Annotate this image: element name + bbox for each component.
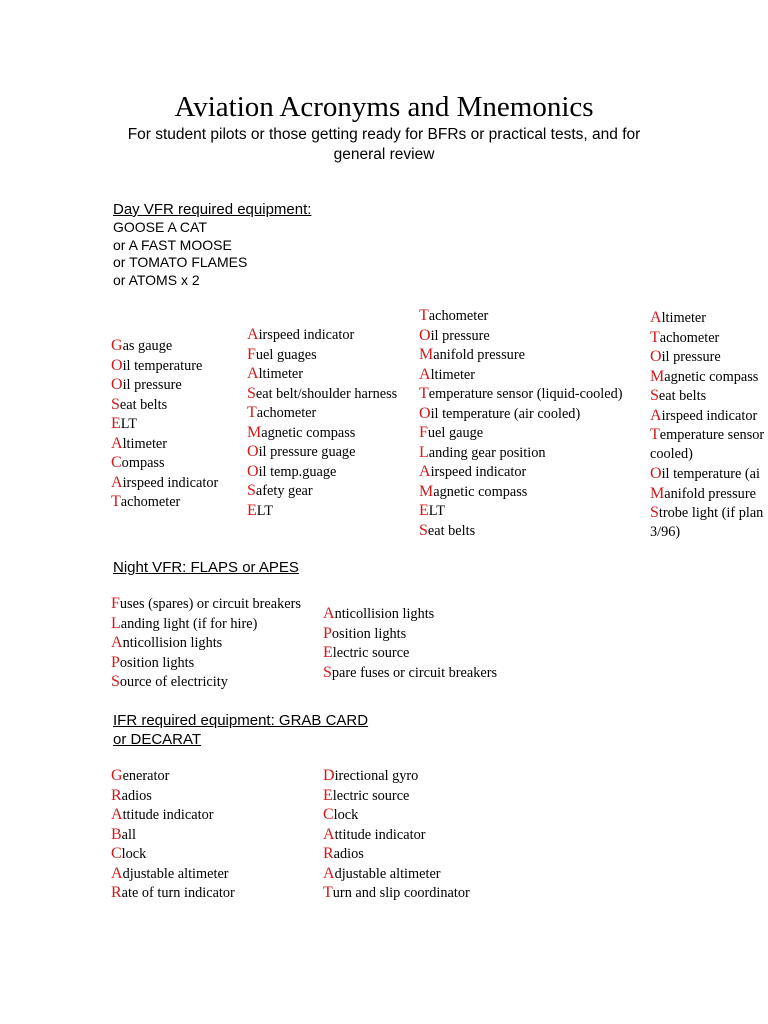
- mnemonic-initial: F: [111, 595, 120, 612]
- mnemonic-item: [111, 336, 218, 356]
- mnemonic-initial: P: [323, 624, 332, 642]
- mnemonic-text: agnetic compass: [664, 368, 759, 385]
- mnemonic-text: adios: [333, 846, 364, 862]
- mnemonic-initial: G: [111, 337, 123, 354]
- mnemonic-initial: S: [111, 673, 120, 690]
- mnemonic-item: [111, 356, 218, 376]
- mnemonic-item: [111, 825, 235, 845]
- mnemonic-item: [247, 442, 397, 462]
- mnemonic-initial: C: [111, 454, 122, 471]
- mnemonic-item: [247, 481, 397, 501]
- mnemonic-initial: D: [323, 767, 335, 784]
- mnemonic-text: nticollision lights: [334, 606, 435, 622]
- mnemonic-item: [111, 473, 218, 493]
- mnemonic-item: [419, 443, 623, 463]
- mnemonic-item: [419, 345, 623, 365]
- mnemonic-item: [247, 423, 397, 443]
- mnemonic-initial: E: [247, 501, 257, 519]
- mnemonic-initial: M: [419, 482, 434, 500]
- mnemonic-text: il pressure: [430, 327, 490, 344]
- mnemonic-text: urn and slip coordinator: [332, 885, 470, 901]
- ifr-heading: or DECARAT: [113, 731, 202, 748]
- mnemonic-initial: G: [111, 767, 123, 784]
- mnemonic-initial: O: [419, 326, 431, 344]
- night-vfr-col-apes: [323, 604, 497, 682]
- mnemonic-item: [650, 503, 768, 523]
- day-vfr-col-atoms-x2: [650, 308, 768, 542]
- mnemonic-initial: B: [111, 825, 122, 843]
- mnemonic-text: lock: [333, 807, 359, 823]
- mnemonic-item: [247, 501, 397, 521]
- mnemonic-text: irspeed indicator: [258, 327, 355, 343]
- mnemonic-text: ource of electricity: [119, 674, 228, 690]
- mnemonic-text: LT: [256, 502, 273, 519]
- mnemonic-initial: M: [650, 367, 665, 385]
- mnemonic-item: [111, 864, 235, 884]
- mnemonic-item: [111, 594, 301, 614]
- mnemonic-text: lectric source: [332, 787, 410, 804]
- mnemonic-initial: A: [419, 463, 431, 480]
- mnemonic-initial: A: [419, 365, 431, 383]
- mnemonic-initial: A: [111, 864, 123, 882]
- mnemonic-text: ttitude indicator: [122, 807, 214, 823]
- mnemonic-item: [111, 844, 235, 864]
- mnemonic-initial: A: [247, 365, 259, 382]
- mnemonic-text: uses (spares) or circuit breakers: [119, 596, 301, 612]
- mnemonic-text: il pressure guage: [258, 444, 356, 460]
- mnemonic-item: [419, 462, 623, 482]
- mnemonic-initial: T: [650, 328, 660, 346]
- mnemonic-text: djustable altimeter: [122, 865, 229, 882]
- mnemonic-text: 3/96): [650, 523, 681, 540]
- mnemonic-initial: O: [650, 465, 662, 482]
- mnemonic-text: cooled): [650, 445, 693, 462]
- mnemonic-initial: O: [650, 348, 662, 365]
- mnemonic-item: [247, 384, 397, 404]
- mnemonic-item: [323, 864, 470, 884]
- mnemonic-item: [419, 423, 623, 443]
- mnemonic-item: [419, 404, 623, 424]
- mnemonic-initial: M: [650, 484, 665, 502]
- mnemonic-initial: S: [111, 395, 120, 413]
- mnemonic-initial: S: [247, 482, 256, 499]
- mnemonic-initial: R: [111, 884, 122, 901]
- mnemonic-item: [323, 825, 470, 845]
- mnemonic-text: achometer: [256, 405, 317, 421]
- mnemonic-text: agnetic compass: [261, 424, 356, 441]
- mnemonic-item: [111, 375, 218, 395]
- day-vfr-col-goose-a-cat: [111, 336, 218, 512]
- mnemonic-text: il temperature: [122, 357, 203, 374]
- mnemonic-text: il temperature (air cooled): [430, 405, 581, 422]
- mnemonic-text: afety gear: [255, 483, 313, 499]
- mnemonic-text: LT: [428, 503, 445, 519]
- mnemonic-item: [419, 521, 623, 541]
- mnemonic-initial: F: [419, 424, 428, 441]
- mnemonic-initial: S: [419, 521, 428, 539]
- mnemonic-text: il pressure: [661, 349, 721, 365]
- mnemonic-text: lock: [121, 846, 147, 862]
- day-vfr-mnemonic-line: or ATOMS x 2: [113, 271, 200, 288]
- mnemonic-item: [247, 345, 397, 365]
- page-subtitle: For student pilots or those getting ready for BFRs or practical tests, and for general review: [127, 126, 641, 163]
- mnemonic-text: all: [121, 826, 136, 843]
- mnemonic-item: [650, 328, 768, 348]
- mnemonic-item: [419, 501, 623, 521]
- mnemonic-item: [247, 364, 397, 384]
- mnemonic-item: [650, 425, 768, 445]
- mnemonic-initial: C: [111, 845, 122, 862]
- mnemonic-text: irspeed indicator: [661, 407, 758, 424]
- mnemonic-text: emperature sensor: [659, 427, 765, 443]
- mnemonic-item: [111, 633, 301, 653]
- mnemonic-text: achometer: [659, 329, 720, 346]
- mnemonic-item: [247, 462, 397, 482]
- mnemonic-item: [323, 643, 497, 663]
- mnemonic-text: osition lights: [331, 625, 407, 642]
- mnemonic-initial: A: [650, 309, 662, 326]
- mnemonic-item: [419, 384, 623, 404]
- mnemonic-text: ttitude indicator: [334, 826, 426, 843]
- mnemonic-item: [650, 367, 768, 387]
- mnemonic-initial: O: [419, 404, 431, 422]
- mnemonic-item: [323, 663, 497, 683]
- mnemonic-initial: E: [323, 786, 333, 804]
- mnemonic-initial: T: [323, 884, 333, 901]
- ifr-col-grab-card: [111, 766, 235, 903]
- mnemonic-text: irectional gyro: [334, 768, 419, 784]
- mnemonic-text: anding light (if for hire): [120, 615, 258, 632]
- mnemonic-initial: A: [111, 473, 123, 491]
- mnemonic-item: [323, 844, 470, 864]
- mnemonic-initial: E: [323, 644, 333, 661]
- mnemonic-item: [650, 308, 768, 328]
- mnemonic-item: [111, 492, 218, 512]
- mnemonic-item: [323, 624, 497, 644]
- mnemonic-text: ate of turn indicator: [121, 885, 235, 901]
- mnemonic-item: [111, 434, 218, 454]
- mnemonic-initial: A: [323, 825, 335, 843]
- mnemonic-text: nticollision lights: [122, 635, 223, 651]
- mnemonic-item: [111, 414, 218, 434]
- mnemonic-item: [650, 523, 768, 543]
- mnemonic-text: achometer: [120, 494, 181, 510]
- mnemonic-item: [419, 482, 623, 502]
- mnemonic-initial: S: [323, 663, 332, 681]
- mnemonic-item: [111, 395, 218, 415]
- mnemonic-item: [111, 786, 235, 806]
- mnemonic-text: adios: [121, 787, 152, 804]
- mnemonic-item: [323, 604, 497, 624]
- mnemonic-initial: A: [247, 326, 259, 343]
- day-vfr-col-a-fast-moose: [247, 325, 397, 520]
- mnemonic-item: [111, 766, 235, 786]
- mnemonic-initial: O: [111, 356, 123, 374]
- mnemonic-initial: O: [111, 376, 123, 393]
- mnemonic-text: ltimeter: [661, 310, 707, 326]
- mnemonic-item: [650, 484, 768, 504]
- mnemonic-initial: M: [247, 423, 262, 441]
- mnemonic-initial: C: [323, 806, 334, 823]
- mnemonic-text: djustable altimeter: [334, 865, 441, 882]
- mnemonic-item: [111, 883, 235, 903]
- mnemonic-text: uel guages: [255, 346, 317, 363]
- mnemonic-item: [247, 403, 397, 423]
- mnemonic-item: [323, 766, 470, 786]
- mnemonic-initial: T: [111, 493, 121, 510]
- mnemonic-item: [111, 653, 301, 673]
- mnemonic-item: [650, 464, 768, 484]
- ifr-heading: IFR required equipment: GRAB CARD: [113, 712, 369, 729]
- mnemonic-text: anifold pressure: [433, 347, 525, 363]
- night-vfr-heading: Night VFR: FLAPS or APES: [113, 559, 299, 576]
- mnemonic-initial: E: [419, 502, 429, 519]
- mnemonic-text: irspeed indicator: [430, 464, 527, 480]
- mnemonic-item: [650, 347, 768, 367]
- ifr-col-decarat: [323, 766, 470, 903]
- mnemonic-initial: A: [111, 806, 123, 823]
- mnemonic-item: [323, 883, 470, 903]
- day-vfr-mnemonic-line: GOOSE A CAT: [113, 219, 207, 235]
- mnemonic-text: il pressure: [122, 377, 182, 393]
- mnemonic-initial: O: [247, 443, 259, 460]
- mnemonic-initial: A: [323, 605, 335, 622]
- mnemonic-text: irspeed indicator: [122, 474, 219, 491]
- mnemonic-text: uel gauge: [427, 425, 484, 441]
- day-vfr-col-tomato-flames: [419, 306, 623, 540]
- mnemonic-initial: L: [419, 443, 429, 461]
- mnemonic-item: [111, 805, 235, 825]
- mnemonic-initial: M: [419, 346, 434, 363]
- mnemonic-text: eat belt/shoulder harness: [255, 385, 398, 402]
- mnemonic-text: pare fuses or circuit breakers: [331, 664, 498, 681]
- mnemonic-item: [111, 614, 301, 634]
- day-vfr-heading: Day VFR required equipment:: [113, 201, 312, 218]
- mnemonic-text: eat belts: [119, 396, 168, 413]
- mnemonic-initial: A: [323, 864, 335, 882]
- mnemonic-initial: A: [650, 406, 662, 424]
- mnemonic-text: ltimeter: [122, 435, 168, 452]
- mnemonic-text: ompass: [121, 455, 165, 471]
- mnemonic-text: ltimeter: [258, 366, 304, 382]
- mnemonic-text: trobe light (if plan: [658, 505, 764, 521]
- mnemonic-item: [419, 365, 623, 385]
- mnemonic-item: [419, 326, 623, 346]
- mnemonic-initial: L: [111, 614, 121, 632]
- mnemonic-text: LT: [120, 416, 137, 432]
- night-vfr-col-flaps: [111, 594, 301, 692]
- mnemonic-text: eat belts: [427, 522, 476, 539]
- mnemonic-initial: S: [650, 387, 659, 404]
- mnemonic-text: enerator: [122, 768, 170, 784]
- mnemonic-initial: R: [323, 845, 334, 862]
- day-vfr-mnemonic-line: or A FAST MOOSE: [113, 236, 232, 253]
- mnemonic-item: [650, 445, 768, 465]
- mnemonic-initial: T: [419, 385, 429, 402]
- mnemonic-initial: T: [419, 307, 429, 324]
- mnemonic-initial: E: [111, 415, 121, 432]
- mnemonic-initial: A: [111, 634, 123, 651]
- mnemonic-initial: T: [650, 426, 660, 443]
- mnemonic-text: emperature sensor (liquid-cooled): [428, 386, 623, 402]
- mnemonic-text: agnetic compass: [433, 483, 528, 500]
- mnemonic-item: [247, 325, 397, 345]
- mnemonic-text: eat belts: [658, 388, 707, 404]
- mnemonic-initial: R: [111, 786, 122, 804]
- mnemonic-item: [650, 406, 768, 426]
- mnemonic-initial: S: [247, 384, 256, 402]
- mnemonic-item: [323, 805, 470, 825]
- mnemonic-text: ltimeter: [430, 366, 476, 383]
- mnemonic-text: anding gear position: [428, 444, 546, 461]
- mnemonic-initial: F: [247, 345, 256, 363]
- mnemonic-initial: O: [247, 462, 259, 480]
- mnemonic-text: il temperature (ai: [661, 466, 761, 482]
- mnemonic-item: [323, 786, 470, 806]
- mnemonic-item: [111, 453, 218, 473]
- mnemonic-text: il temp.guage: [258, 463, 337, 480]
- mnemonic-text: lectric source: [332, 645, 410, 661]
- mnemonic-text: achometer: [428, 308, 489, 324]
- mnemonic-item: [650, 386, 768, 406]
- page-title: Aviation Acronyms and Mnemonics: [174, 91, 594, 123]
- mnemonic-text: osition lights: [119, 654, 195, 671]
- mnemonic-initial: S: [650, 504, 659, 521]
- mnemonic-initial: P: [111, 653, 120, 671]
- mnemonic-text: anifold pressure: [664, 485, 756, 502]
- mnemonic-initial: T: [247, 404, 257, 421]
- mnemonic-initial: A: [111, 434, 123, 452]
- mnemonic-item: [419, 306, 623, 326]
- day-vfr-mnemonic-line: or TOMATO FLAMES: [113, 254, 248, 270]
- mnemonic-text: as gauge: [122, 338, 173, 354]
- mnemonic-item: [111, 672, 301, 692]
